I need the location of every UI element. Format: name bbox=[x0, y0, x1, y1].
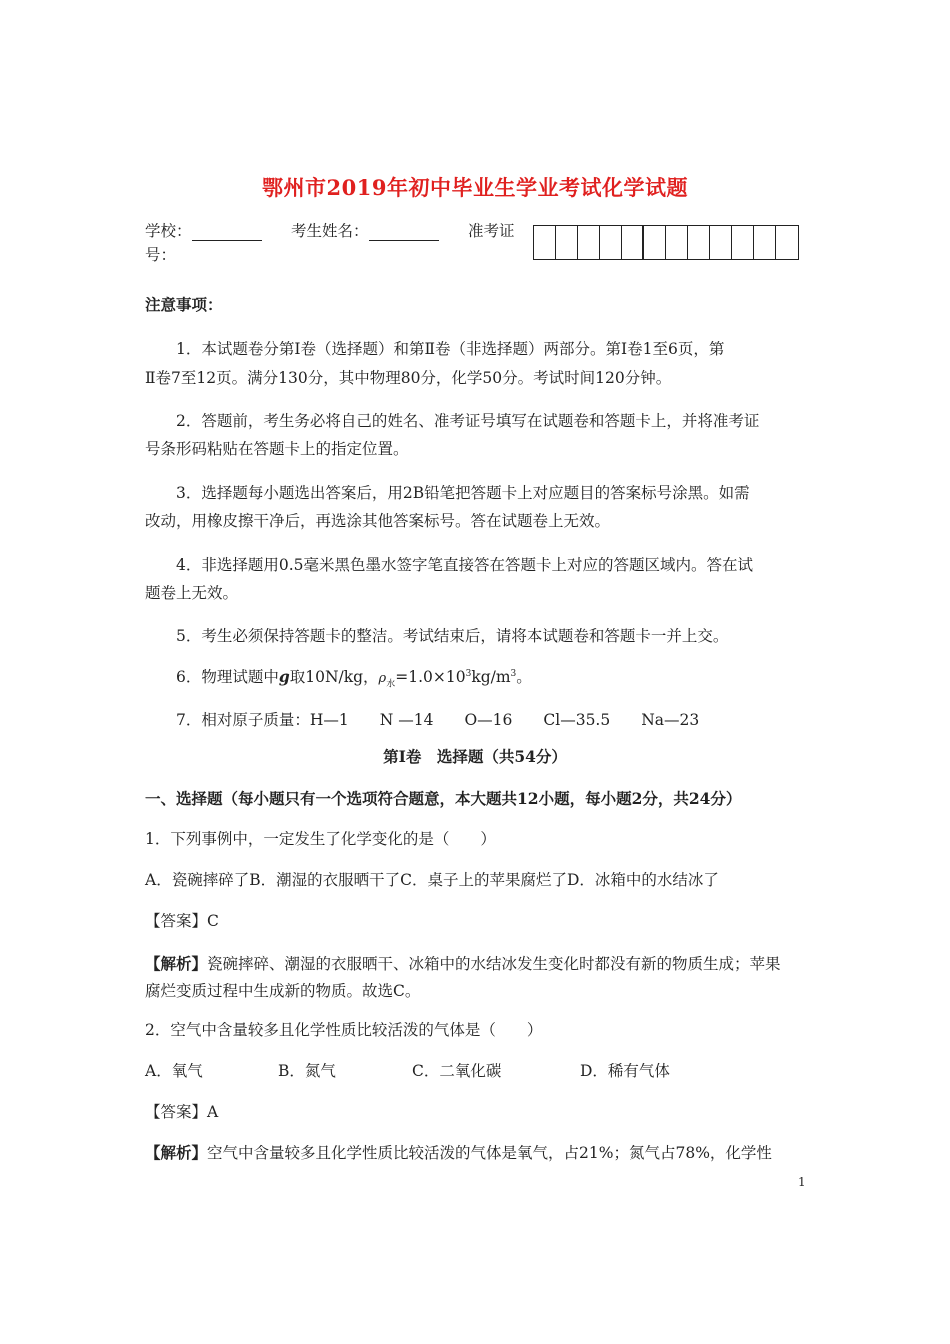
id-cell bbox=[710, 226, 732, 259]
note-4-line-2: 题卷上无效。 bbox=[145, 584, 239, 602]
name-blank bbox=[369, 224, 439, 241]
note-3-line-1: 3．选择题每小题选出答案后，用2B铅笔把答题卡上对应题目的答案标号涂黑。如需 bbox=[176, 484, 750, 502]
part-one-heading: 一、选择题（每小题只有一个选项符合题意，本大题共12小题，每小题2分，共24分） bbox=[145, 789, 742, 808]
note-4-line-1: 4．非选择题用0.5毫米黑色墨水签字笔直接答在答题卡上对应的答题区域内。答在试 bbox=[176, 556, 754, 574]
note-7: 7．相对原子质量：H—1 N —14 O—16 Cl—35.5 Na—23 bbox=[176, 711, 700, 729]
q1-answer: 【答案】C bbox=[145, 912, 219, 930]
name-field bbox=[291, 221, 439, 241]
q2-option-b: B．氮气 bbox=[278, 1062, 336, 1080]
section-title: 第Ⅰ卷 选择题（共54分） bbox=[383, 747, 567, 766]
id-cell bbox=[622, 226, 644, 259]
page-title: 鄂州市2019年初中毕业生学业考试化学试题 bbox=[262, 175, 688, 200]
school-blank bbox=[192, 224, 262, 241]
q1-options: A．瓷碗摔碎了B．潮湿的衣服晒干了C．桌子上的苹果腐烂了D．冰箱中的水结冰了 bbox=[145, 871, 719, 889]
id-label-2: 号： bbox=[145, 246, 177, 264]
id-cell bbox=[600, 226, 622, 259]
q2-option-a: A．氧气 bbox=[145, 1062, 203, 1080]
id-cell bbox=[688, 226, 710, 259]
q1-analysis-line-1: 【解析】瓷碗摔碎、潮湿的衣服晒干、冰箱中的水结冰发生变化时都没有新的物质生成；苹果 bbox=[145, 954, 781, 973]
id-cell bbox=[732, 226, 754, 259]
q2-option-c: C．二氧化碳 bbox=[412, 1062, 502, 1080]
q2-option-d: D．稀有气体 bbox=[580, 1062, 670, 1080]
id-cell bbox=[666, 226, 688, 259]
id-cell bbox=[534, 226, 556, 259]
note-5: 5．考生必须保持答题卡的整洁。考试结束后，请将本试题卷和答题卡一并上交。 bbox=[176, 627, 729, 645]
q2-stem: 2．空气中含量较多且化学性质比较活泼的气体是（ ） bbox=[145, 1021, 543, 1039]
note-1-line-1: 1．本试题卷分第Ⅰ卷（选择题）和第Ⅱ卷（非选择题）两部分。第Ⅰ卷1至6页，第 bbox=[176, 340, 725, 358]
q2-analysis-line-1: 【解析】空气中含量较多且化学性质比较活泼的气体是氧气，占21%；氮气占78%，化学性 bbox=[145, 1143, 772, 1162]
q2-answer: 【答案】A bbox=[145, 1103, 219, 1121]
note-2-line-1: 2．答题前，考生务必将自己的姓名、准考证号填写在试题卷和答题卡上，并将准考证 bbox=[176, 412, 760, 430]
id-cell bbox=[578, 226, 600, 259]
note-3-line-2: 改动，用橡皮擦干净后，再选涂其他答案标号。答在试题卷上无效。 bbox=[145, 512, 611, 530]
school-field bbox=[145, 221, 262, 241]
note-2-line-2: 号条形码粘贴在答题卡上的指定位置。 bbox=[145, 440, 409, 458]
school-label: 学校： bbox=[145, 222, 192, 240]
notes-heading: 注意事项： bbox=[145, 295, 223, 314]
q1-analysis-line-2: 腐烂变质过程中生成新的物质。故选C。 bbox=[145, 982, 421, 1000]
exam-id-grid bbox=[533, 225, 799, 260]
id-cell bbox=[776, 226, 798, 259]
note-1-line-2: Ⅱ卷7至12页。满分130分，其中物理80分，化学50分。考试时间120分钟。 bbox=[145, 369, 672, 387]
id-cell bbox=[644, 226, 666, 259]
id-cell bbox=[754, 226, 776, 259]
q1-stem: 1．下列事例中，一定发生了化学变化的是（ ） bbox=[145, 830, 496, 848]
page-number: 1 bbox=[798, 1175, 806, 1189]
id-cell bbox=[556, 226, 578, 259]
note-6: 6．物理试题中g取10N/kg，$\rho_水=1.0\times 10^3kg/m^3$。 bbox=[176, 667, 532, 690]
name-label: 考生姓名： bbox=[291, 222, 369, 240]
id-label-1: 准考证 bbox=[468, 222, 515, 240]
